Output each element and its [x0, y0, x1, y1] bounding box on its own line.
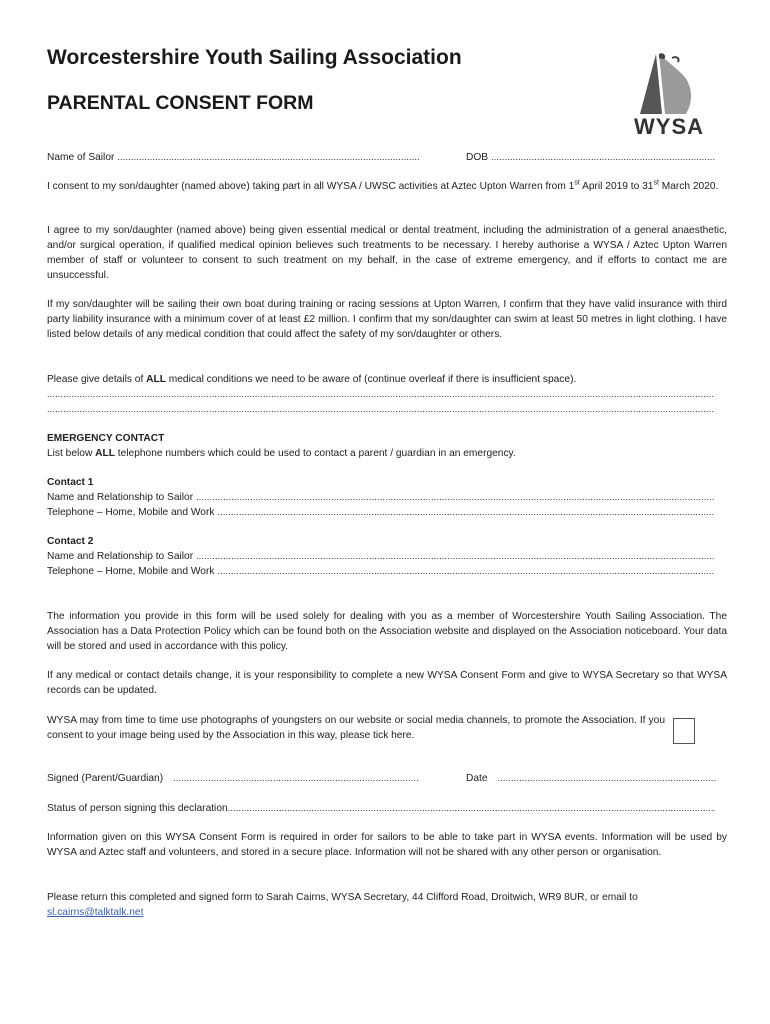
contact-1-phone-field[interactable] [47, 505, 715, 520]
organisation-title: Worcestershire Youth Sailing Association [47, 46, 462, 69]
medical-treatment-paragraph: I agree to my son/daughter (named above) being given essential medical or dental treatment, including the administration of a general anaesthetic, and/or surgical operation, if qualified medical opinion believes such treatments to be necessary. I hereby authorise a WYSA / Aztec Upton Warren member of staff or volunteer to consent to such treatment on my behalf, in the case of extreme emergency, and if efforts to contact me are unsuccessful. [47, 225, 727, 281]
medical-conditions-line-1[interactable] [47, 387, 715, 402]
return-instructions [47, 890, 727, 920]
name-of-sailor-line[interactable] [117, 150, 419, 165]
date-field[interactable] [466, 771, 716, 786]
contact-2-heading: Contact 2 [47, 536, 94, 547]
status-of-signer-label: Status of person signing this declaration [47, 803, 228, 814]
activity-consent-paragraph: I consent to my son/daughter (named above) taking part in all WYSA / UWSC activities at Aztec Upton Warren from 1st April 2019 to 31st March 2020. [47, 179, 719, 192]
photo-consent-checkbox[interactable] [673, 718, 695, 744]
signed-label: Signed (Parent/Guardian) [47, 773, 164, 784]
logo-wordmark: WYSA [634, 114, 704, 139]
insurance-paragraph: If my son/daughter will be sailing their own boat during training or racing sessions at Upton Warren, I confirm that they have valid insurance with third party liability insurance with a minimum cover of at least £2 million. I confirm that my son/daughter can swim at least 50 metres in light clothing. I have listed below details of any medical condition that could affect the safety of my son/daughter or others. [47, 299, 727, 340]
information-usage-paragraph: Information given on this WYSA Consent Form is required in order for sailors to be able to take part in WYSA events. Information will be used by WYSA and Aztec staff and volunteers, and stored in a secure place. Information will not be shared with any other person or organisation. [47, 832, 727, 858]
name-of-sailor-field[interactable] [47, 150, 419, 165]
contact-1-name-line[interactable] [196, 490, 715, 505]
changes-paragraph: If any medical or contact details change, it is your responsibility to complete a new WYSA Consent Form and give to WYSA Secretary so that WYSA records can be updated. [47, 670, 727, 696]
name-of-sailor-label: Name of Sailor [47, 152, 115, 163]
dob-label: DOB [466, 152, 489, 163]
signed-line[interactable] [173, 771, 419, 786]
status-of-signer-field[interactable] [47, 801, 715, 816]
contact-2-name-label: Name and Relationship to Sailor [47, 551, 194, 562]
contact-1-name-field[interactable] [47, 490, 715, 505]
emergency-contact-intro: List below ALL telephone numbers which could be used to contact a parent / guardian in an emergency. [47, 448, 516, 459]
medical-conditions-line-2[interactable] [47, 402, 715, 417]
contact-1-phone-line[interactable] [217, 505, 715, 520]
contact-2-phone-label: Telephone – Home, Mobile and Work [47, 566, 215, 577]
contact-2-name-line[interactable] [196, 549, 715, 564]
secretary-email-link[interactable]: sl.cairns@talktalk.net [47, 907, 144, 918]
dob-field[interactable] [466, 150, 716, 165]
contact-1-phone-label: Telephone – Home, Mobile and Work [47, 507, 215, 518]
signed-field[interactable] [47, 771, 419, 786]
return-text: Please return this completed and signed form to Sarah Cairns, WYSA Secretary, 44 Clifford Road, Droitwich, WR9 8UR, or email to [47, 892, 638, 903]
contact-1-name-label: Name and Relationship to Sailor [47, 492, 194, 503]
data-protection-paragraph: The information you provide in this form will be used solely for dealing with you as a member of Worcestershire Youth Sailing Association. The Association has a Data Protection Policy which can be found both on the Association website and displayed on the Association noticeboard. Your data will be stored and used in accordance with this policy. [47, 611, 727, 652]
photo-consent-paragraph: WYSA may from time to time use photographs of youngsters on our website or social media channels, to promote the Association. If you consent to your image being used by the Association in this way, please tick here. [47, 715, 665, 741]
dob-line[interactable] [491, 150, 716, 165]
form-title: PARENTAL CONSENT FORM [47, 92, 314, 114]
contact-2-name-field[interactable] [47, 549, 715, 564]
medical-conditions-prompt: Please give details of ALL medical conditions we need to be aware of (continue overleaf if there is insufficient space). [47, 374, 577, 385]
date-label: Date [466, 773, 488, 784]
status-of-signer-line[interactable] [228, 801, 715, 816]
contact-2-phone-field[interactable] [47, 564, 715, 579]
date-line[interactable] [498, 771, 716, 786]
contact-2-phone-line[interactable] [217, 564, 715, 579]
wysa-logo [632, 50, 708, 142]
contact-1-heading: Contact 1 [47, 477, 94, 488]
emergency-contact-heading: EMERGENCY CONTACT [47, 433, 165, 444]
